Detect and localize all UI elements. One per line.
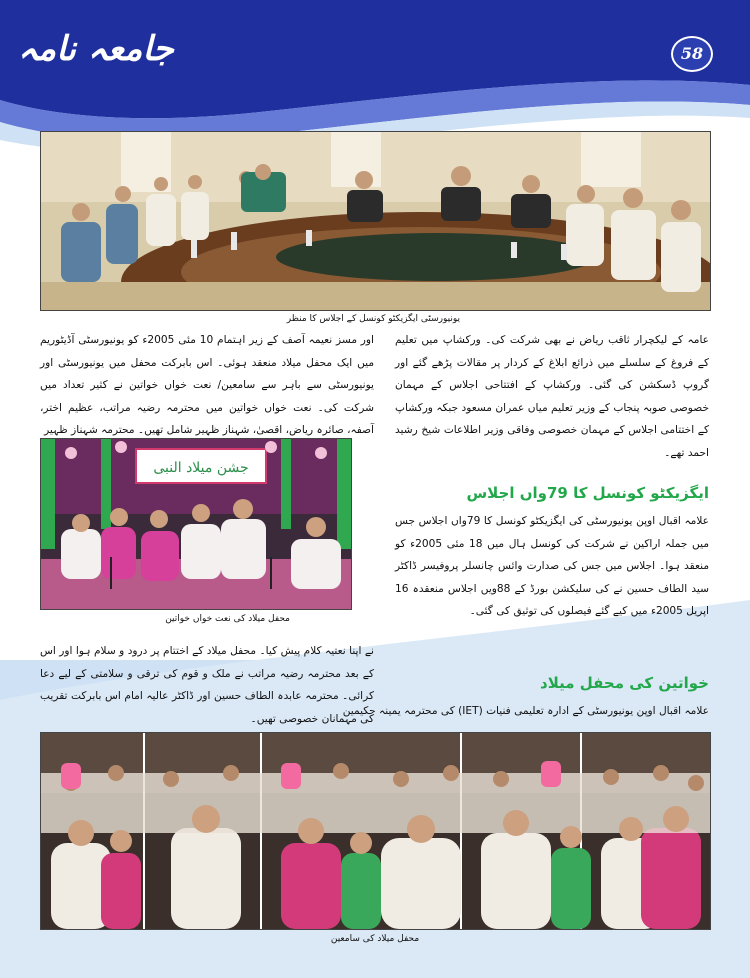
magazine-title: جامعہ نامہ xyxy=(18,29,174,69)
right-col-para-2: علامہ اقبال اوپن یونیورسٹی کی ایگزیکٹو کونسل کا 79واں اجلاس جس میں جملہ اراکین نے شرکت کی کونسل ہال میں 18 مئی 2005ء کو منعقد ہوا۔ اجلاس میں جس کی صدارت وائس چانسلر پروفیسر ڈاکٹر سید الطاف حسین نے کی سلیکشن بورڈ کے 88ویں اجلاس منعقدہ 16 اپریل 2005ء میں کیے گئے فیصلوں کی توثیق کی گئی۔ xyxy=(395,515,709,617)
photo-audience xyxy=(40,732,711,930)
milad-banner-text: جشن میلاد النبی xyxy=(153,460,249,476)
heading-women-milad: خواتین کی محفل میلاد xyxy=(540,674,709,692)
left-col-para-2: نے اپنا نعتیہ کلام پیش کیا۔ محفل میلاد کے اختتام پر درود و سلام ہوا اور اس کے بعد محترمہ رضیہ مراتب نے ملک و قوم کی ترقی و سلامتی کے لیے دعا کرائی۔ محترمہ عابدہ الطاف حسین اور ڈاکٹر عالیہ امام اس بابرکت تقریب کی مہمانان خصوصی تھیں۔ xyxy=(40,645,374,725)
photo-council-meeting xyxy=(40,131,711,311)
caption-naat-khwan: محفل میلاد کی نعت خواں خواتین xyxy=(165,614,290,624)
caption-audience: محفل میلاد کی سامعین xyxy=(330,934,420,944)
page-number: 58 xyxy=(671,36,713,72)
right-col-para-1: عامہ کے لیکچرار ثاقب ریاض نے بھی شرکت کی۔ ورکشاپ میں تعلیم کے فروغ کے سلسلے میں ذرائع ابلاغ کے کردار پر مقالات پڑھے گئے اور گروپ ڈسکشن کی گئی۔ ورکشاپ کے افتتاحی اجلاس کے مہمان خصوصی صوبہ پنجاب کے وزیر تعلیم میاں عمران مسعود جبکہ ورکشاپ کے اختتامی اجلاس کے مہمان خصوصی وفاقی وزیر اطلاعات شیخ رشید احمد تھے۔ xyxy=(395,334,709,459)
photo-naat-khwan xyxy=(40,438,352,610)
left-col-para-1: اور مسز نعیمہ آصف کے زیر اہتمام 10 مئی 2005ء کو یونیورسٹی آڈیٹوریم میں ایک محفل میلاد منعقد ہوئی۔ اس بابرکت محفل میں یونیورسٹی اور یونیورسٹی سے باہر سے سامعین/ نعت خواں خواتین نے کثیر تعداد میں شرکت کی۔ نعت خواں خواتین میں محترمہ رضیہ مراتب، عظیم اختر، آصفہ، صائرہ ریاض، اقصیٰ، شہناز ظہیر شامل تھیں۔ محترمہ شہناز ظہیر xyxy=(40,334,374,436)
caption-council-meeting: یونیورسٹی ایگزیکٹو کونسل کے اجلاس کا منظر xyxy=(286,314,460,324)
right-col-para-3: علامہ اقبال اوپن یونیورسٹی کے ادارہ تعلیمی فنیات (IET) کی محترمہ یمینہ حکیمین xyxy=(342,705,709,717)
heading-executive-council: ایگزیکٹو کونسل کا 79واں اجلاس xyxy=(466,484,709,502)
